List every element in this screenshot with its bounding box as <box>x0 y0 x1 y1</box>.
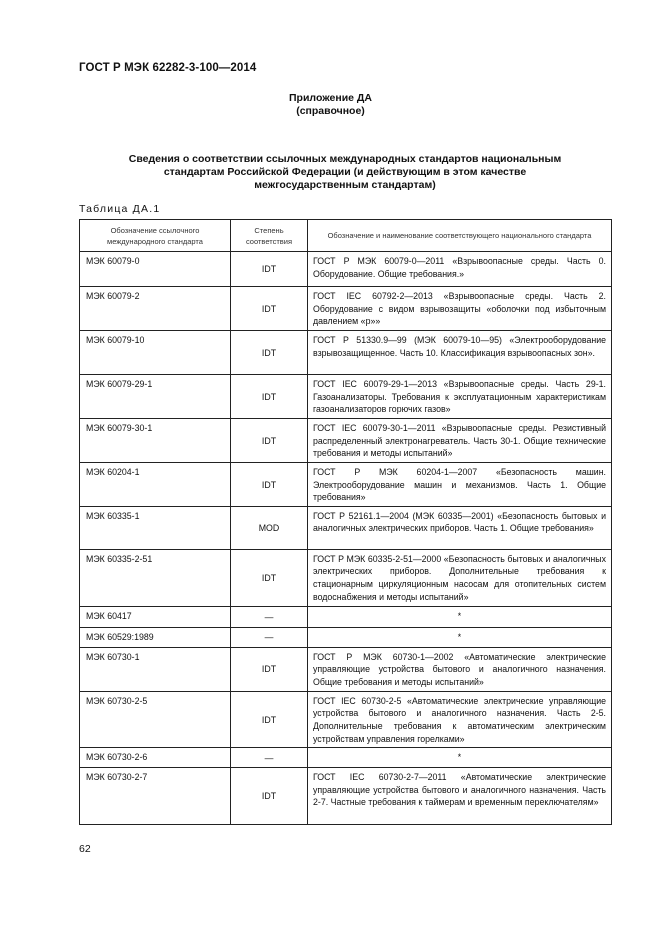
table-header-row <box>80 220 612 252</box>
table-row <box>80 252 612 287</box>
cell-degree: IDT <box>231 419 308 463</box>
header-national-standard: Обозначение и наименование соответствующего национального стандарта <box>308 220 612 252</box>
page-number: 62 <box>79 843 91 855</box>
cell-degree: IDT <box>231 768 308 825</box>
cell-reference: МЭК 60417 <box>80 606 231 627</box>
cell-national: ГОСТ Р МЭК 60730-1—2002 «Автоматические электрические управляющие устройства бытового и аналогичного назначения. Общие требования и методы испытаний» <box>308 647 612 691</box>
table-row <box>80 627 612 647</box>
cell-reference: МЭК 60730-2-6 <box>80 748 231 768</box>
table-caption: Таблица ДА.1 <box>79 203 161 215</box>
cell-reference: МЭК 60204-1 <box>80 463 231 507</box>
cell-national: ГОСТ Р МЭК 60079-0—2011 «Взрывоопасные среды. Часть 0. Оборудование. Общие требования.» <box>308 252 612 287</box>
table-row <box>80 375 612 419</box>
annex-heading <box>0 92 661 118</box>
table-row <box>80 606 612 627</box>
cell-reference: МЭК 60730-1 <box>80 647 231 691</box>
table-row <box>80 331 612 375</box>
cell-degree: IDT <box>231 252 308 287</box>
cell-degree: IDT <box>231 549 308 606</box>
annex-title: Приложение ДА <box>289 92 372 104</box>
cell-national: ГОСТ IEC 60730-2-7—2011 «Автоматические электрические управляющие устройства бытового и аналогичного назначения. Часть 2-7. Частные требования к таймерам и временным переключателям» <box>308 768 612 825</box>
cell-reference: МЭК 60335-1 <box>80 506 231 549</box>
cell-national: ГОСТ IEC 60079-29-1—2013 «Взрывоопасные среды. Часть 29-1. Газоанализаторы. Требования к эксплуатационным характеристикам газоанализаторов горючих газов» <box>308 375 612 419</box>
table-row <box>80 647 612 691</box>
table-row <box>80 506 612 549</box>
cell-national: * <box>308 606 612 627</box>
cell-reference: МЭК 60730-2-5 <box>80 691 231 747</box>
cell-national: ГОСТ Р 52161.1—2004 (МЭК 60335—2001) «Безопасность бытовых и аналогичных электрических приборов. Часть 1. Общие требования» <box>308 506 612 549</box>
document-title-line: Сведения о соответствии ссылочных международных стандартов национальным <box>128 153 562 165</box>
cell-national: ГОСТ Р МЭК 60335-2-51—2000 «Безопасность бытовых и аналогичных электрических приборов. Дополнительные требования к стационарным циркуляционным насосам для отопительных систем водоснабжения и методы испытаний» <box>308 549 612 606</box>
cell-reference: МЭК 60335-2-51 <box>80 549 231 606</box>
standard-code: ГОСТ Р МЭК 62282-3-100—2014 <box>79 62 257 74</box>
cell-reference: МЭК 60529:1989 <box>80 627 231 647</box>
table-row <box>80 748 612 768</box>
cell-degree: IDT <box>231 287 308 331</box>
document-title-line: межгосударственным стандартам) <box>254 179 436 191</box>
cell-reference: МЭК 60079-2 <box>80 287 231 331</box>
table-row <box>80 287 612 331</box>
cell-degree: IDT <box>231 647 308 691</box>
cell-national: ГОСТ Р МЭК 60204-1—2007 «Безопасность машин. Электрооборудование машин и механизмов. Часть 1. Общие требования» <box>308 463 612 507</box>
table-row <box>80 768 612 825</box>
cell-degree: IDT <box>231 375 308 419</box>
cell-degree: IDT <box>231 463 308 507</box>
cell-degree: — <box>231 627 308 647</box>
cell-degree: MOD <box>231 506 308 549</box>
cell-reference: МЭК 60079-30-1 <box>80 419 231 463</box>
header-reference-standard: Обозначение ссылочного международного стандарта <box>80 220 231 252</box>
cell-reference: МЭК 60079-29-1 <box>80 375 231 419</box>
cell-reference: МЭК 60730-2-7 <box>80 768 231 825</box>
header-degree: Степень соответствия <box>231 220 308 252</box>
cell-national: * <box>308 748 612 768</box>
table-row <box>80 691 612 747</box>
cell-national: ГОСТ IEC 60792-2—2013 «Взрывоопасные среды. Часть 2. Оборудование с видом взрывозащиты «оболочки под избыточным давлением «р»» <box>308 287 612 331</box>
cell-reference: МЭК 60079-10 <box>80 331 231 375</box>
cell-national: ГОСТ IEC 60079-30-1—2011 «Взрывоопасные среды. Резистивный распределенный электронагреватель. Часть 30-1. Общие технические требования и методы испытаний» <box>308 419 612 463</box>
document-title <box>95 153 595 192</box>
table-row <box>80 463 612 507</box>
annex-type: (справочное) <box>296 105 365 117</box>
table-row <box>80 419 612 463</box>
cell-degree: IDT <box>231 691 308 747</box>
cell-national: ГОСТ Р 51330.9—99 (МЭК 60079-10—95) «Электрооборудование взрывозащищенное. Часть 10. Классификация взрывоопасных зон». <box>308 331 612 375</box>
correspondence-table <box>79 219 612 825</box>
cell-degree: IDT <box>231 331 308 375</box>
cell-degree: — <box>231 748 308 768</box>
cell-national: ГОСТ IEC 60730-2-5 «Автоматические электрические управляющие устройства бытового и аналогичного назначения. Часть 2-5. Дополнительные требования к автоматическим электрическим устройствам управления горелками» <box>308 691 612 747</box>
table-row <box>80 549 612 606</box>
cell-degree: — <box>231 606 308 627</box>
cell-national: * <box>308 627 612 647</box>
cell-reference: МЭК 60079-0 <box>80 252 231 287</box>
document-title-line: стандартам Российской Федерации (и действующим в этом качестве <box>163 166 527 178</box>
